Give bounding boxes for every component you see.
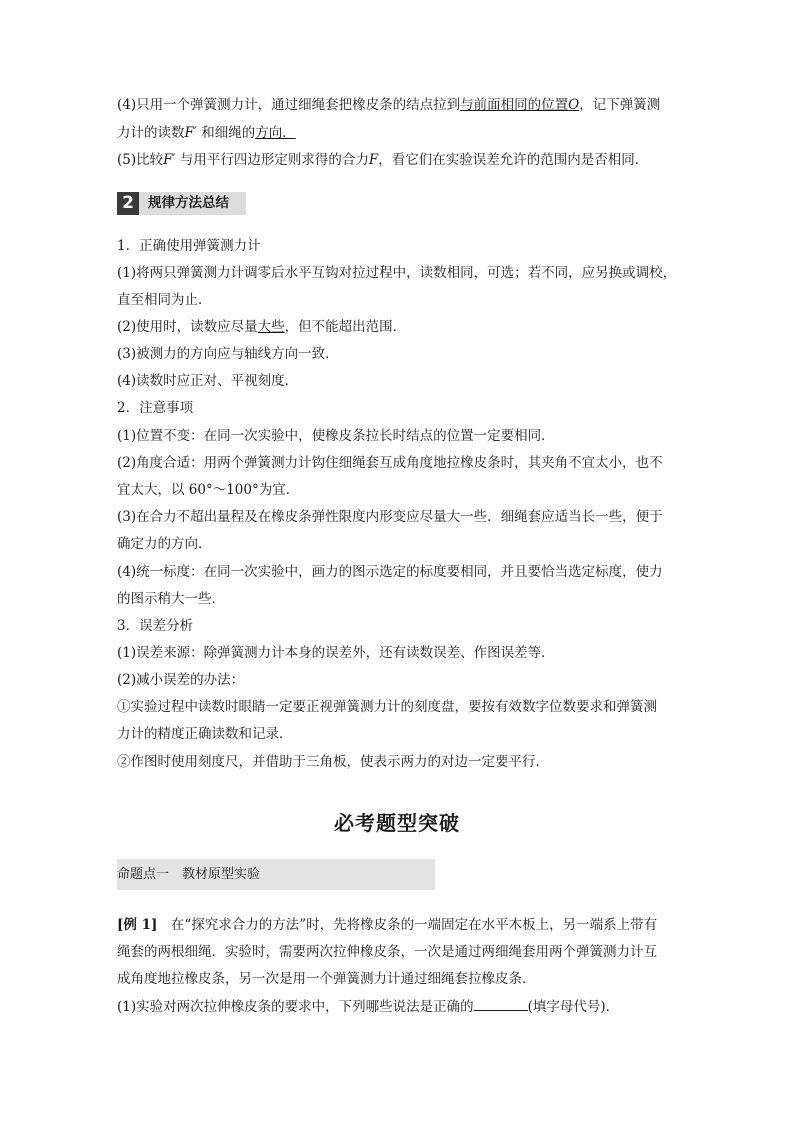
- paragraph-line: (2)减小误差的办法：: [117, 672, 245, 688]
- underlined-answer: 方向．: [255, 125, 296, 141]
- underlined-answer: 大些: [257, 319, 285, 335]
- text: (5)比较: [117, 152, 164, 168]
- heading-2: 2．注意事项: [117, 400, 194, 416]
- topic-point-box: [117, 859, 435, 890]
- example-line: [117, 916, 657, 934]
- text: 力计的读数: [117, 125, 185, 141]
- paragraph-line: 力计的精度正确读数和记录．: [117, 726, 293, 742]
- text: ，但不能超出范围．: [284, 319, 407, 335]
- heading-1: 1．正确使用弹簧测力计: [117, 238, 261, 254]
- underlined-answer: 与前面相同的位置: [460, 97, 569, 113]
- symbol-f-prime: F′: [163, 152, 176, 168]
- paragraph-line: 的图示稍大一些．: [117, 591, 225, 607]
- text: 与用平行四边形定则求得的合力: [175, 152, 369, 168]
- paragraph-line: (2)角度合适：用两个弹簧测力计钩住细绳套互成角度地拉橡皮条时，其夹角不宜太小，也不: [117, 455, 663, 471]
- point-o: O: [568, 97, 580, 113]
- paragraph-line: 确定力的方向．: [117, 536, 212, 552]
- answer-blank[interactable]: [474, 998, 528, 1011]
- paragraph-line: ①实验过程中读数时眼睛一定要正视弹簧测力计的刻度盘，要按有效数字位数要求和弹簧测: [117, 699, 657, 715]
- section-header: [117, 192, 246, 215]
- step4-line2: [117, 124, 296, 142]
- paragraph-line: (3)被测力的方向应与轴线方向一致．: [117, 346, 339, 362]
- paragraph-line: ②作图时使用刻度尺，并借助于三角板，使表示两力的对边一定要平行．: [117, 754, 549, 770]
- paragraph-line: (1)将两只弹簧测力计调零后水平互钩对拉过程中，读数相同，可选；若不同，应另换或调校，: [117, 265, 677, 281]
- example-tag: [例 1]: [117, 917, 158, 933]
- text: (1)实验对两次拉伸橡皮条的要求中，下列哪些说法是正确的: [117, 999, 474, 1015]
- question-line: [117, 998, 619, 1016]
- step4-line1: [117, 96, 660, 114]
- paragraph-line: [117, 318, 406, 336]
- text: (2)使用时，读数应尽量: [117, 319, 258, 335]
- section-title: 规律方法总结: [148, 195, 229, 211]
- text: 在“探究求合力的方法”时，先将橡皮条的一端固定在水平木板上，另一端系上带有: [157, 917, 658, 933]
- symbol-f-prime: F′: [184, 125, 197, 141]
- paragraph-line: (3)在合力不超出量程及在橡皮条弹性限度内形变应尽量大一些．细绳套应适当长一些，便于: [117, 509, 663, 525]
- text: (4)只用一个弹簧测力计，通过细绳套把橡皮条的结点拉到: [117, 97, 461, 113]
- paragraph-line: 宜太大，以 60°～100°为宜．: [117, 482, 300, 498]
- text: ，记下弹簧测: [579, 97, 661, 113]
- heading-3: 3．误差分析: [117, 618, 194, 634]
- topic-point-label: 命题点一 教材原型实验: [117, 867, 261, 882]
- paragraph-line: 直至相同为止．: [117, 292, 212, 308]
- text: 和细绳的: [196, 125, 256, 141]
- text: ，看它们在实验误差允许的范围内是否相同．: [378, 152, 649, 168]
- step5-line: [117, 151, 648, 169]
- example-line: 绳套的两根细绳．实验时，需要两次拉伸橡皮条，一次是通过两细绳套用两个弹簧测力计互: [117, 944, 657, 960]
- paragraph-line: (1)位置不变：在同一次实验中，使橡皮条拉长时结点的位置一定要相同．: [117, 428, 555, 444]
- paragraph-line: (1)误差来源：除弹簧测力计本身的误差外，还有读数误差、作图误差等．: [117, 645, 555, 661]
- paragraph-line: (4)读数时应正对、平视刻度．: [117, 373, 299, 389]
- text: (填字母代号)．: [527, 999, 620, 1015]
- example-line: 成角度地拉橡皮条，另一次是用一个弹簧测力计通过细绳套拉橡皮条．: [117, 971, 536, 987]
- section-number: 2: [117, 192, 139, 215]
- symbol-f: F: [368, 152, 379, 168]
- paragraph-line: (4)统一标度：在同一次实验中，画力的图示选定的标度要相同，并且要恰当选定标度，使力: [117, 564, 663, 580]
- page-title: 必考题型突破: [334, 811, 460, 835]
